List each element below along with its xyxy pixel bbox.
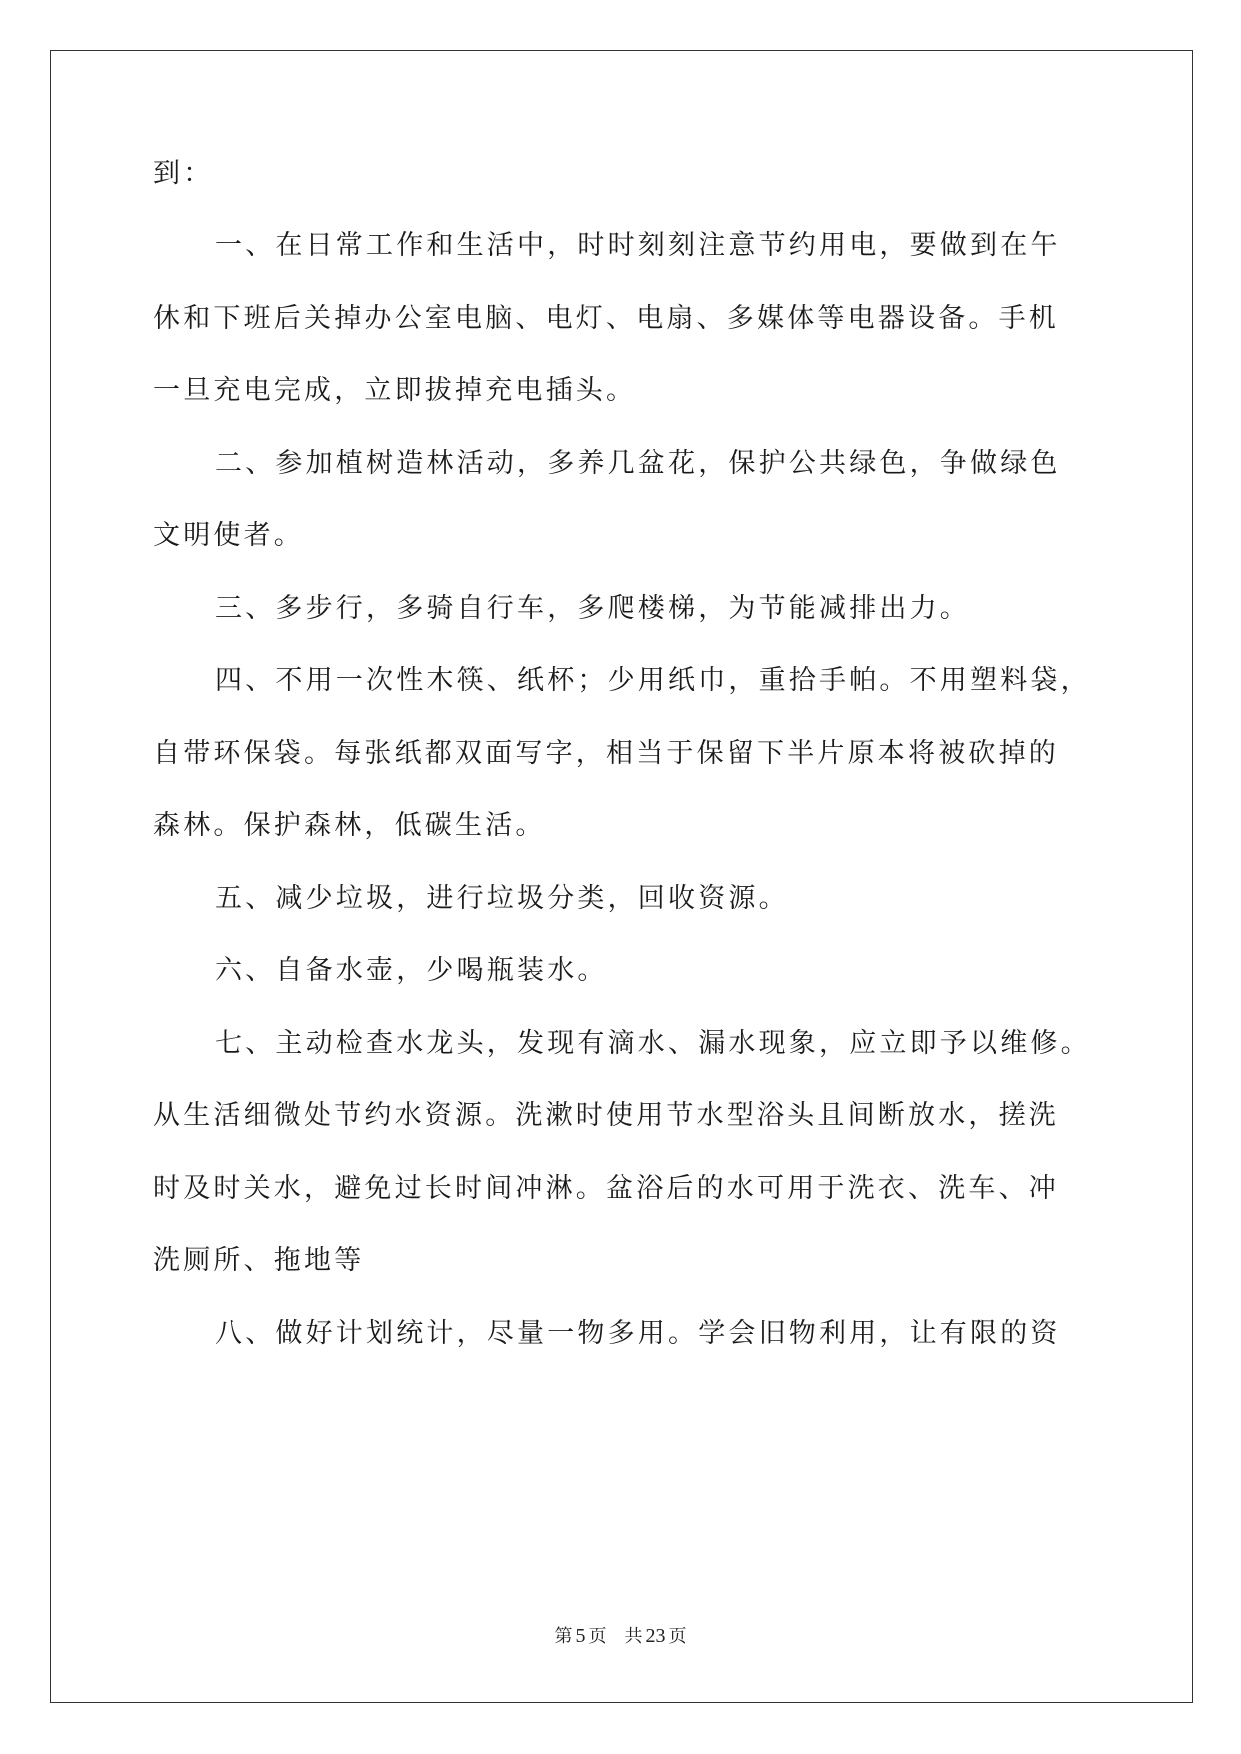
text-line: 八、做好计划统计，尽量一物多用。学会旧物利用，让有限的资 <box>215 1318 1061 1349</box>
page-footer <box>0 1622 1241 1648</box>
text-line: 二、参加植树造林活动，多养几盆花，保护公共绿色，争做绿色 <box>215 448 1061 479</box>
text-line: 六、自备水壶，少喝瓶装水。 <box>215 955 608 986</box>
text-line: 一旦充电完成，立即拔掉充电插头。 <box>153 375 637 406</box>
total-pages: 23 <box>645 1625 666 1647</box>
page-suffix: 页 <box>588 1626 607 1646</box>
text-line: 四、不用一次性木筷、纸杯；少用纸巾，重拾手帕。不用塑料袋， <box>215 665 1091 696</box>
text-line: 洗厕所、拖地等 <box>153 1245 365 1276</box>
text-line: 森林。保护森林，低碳生活。 <box>153 810 546 841</box>
text-line: 到： <box>153 158 214 189</box>
page-prefix: 第 <box>554 1626 573 1646</box>
text-line: 三、多步行，多骑自行车，多爬楼梯，为节能减排出力。 <box>215 593 970 624</box>
text-line: 时及时关水，避免过长时间冲淋。盆浴后的水可用于洗衣、洗车、冲 <box>153 1173 1059 1204</box>
text-line: 从生活细微处节约水资源。洗漱时使用节水型浴头且间断放水，搓洗 <box>153 1100 1059 1131</box>
text-line: 自带环保袋。每张纸都双面写字，相当于保留下半片原本将被砍掉的 <box>153 738 1059 769</box>
text-line: 一、在日常工作和生活中，时时刻刻注意节约用电，要做到在午 <box>215 230 1061 261</box>
text-line: 文明使者。 <box>153 520 304 551</box>
page-number: 5 <box>575 1625 586 1647</box>
total-prefix: 共 <box>624 1626 643 1646</box>
text-line: 休和下班后关掉办公室电脑、电灯、电扇、多媒体等电器设备。手机 <box>153 303 1059 334</box>
text-line: 五、减少垃圾，进行垃圾分类，回收资源。 <box>215 883 789 914</box>
total-suffix: 页 <box>668 1626 687 1646</box>
page-border <box>50 50 1193 1703</box>
text-line: 七、主动检查水龙头，发现有滴水、漏水现象，应立即予以维修。 <box>215 1028 1091 1059</box>
